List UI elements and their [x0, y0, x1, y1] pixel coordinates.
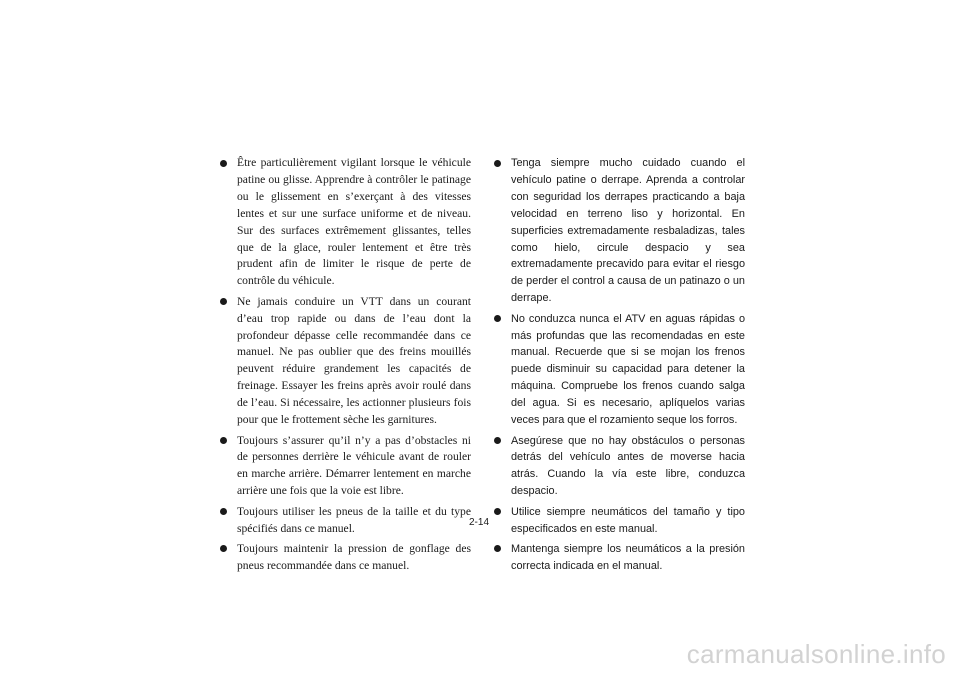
list-item: [493, 311, 745, 429]
list-item-text: Tenga siempre mucho cuidado cuando el vehículo patine o derrape. Aprenda a controlar con seguridad los derrapes practicando a baja velocidad en terreno liso y horizontal. En superficies extremadamente resbaladizas, tales como hielo, circule despacio y sea extremadamente precavido para evitar el riesgo de perder el control a causa de un patinazo o un derrape.: [511, 157, 745, 305]
bullet-icon: [220, 545, 227, 552]
list-item: [493, 155, 745, 307]
watermark: carmanualsonline.info: [686, 639, 946, 669]
list-item-text: Toujours s’assurer qu’il n’y a pas d’obstacles ni de personnes derrière le véhicule avant de rouler en marche arrière. Démarrer lentement en marche arrière une fois que la voie est libre.: [237, 433, 471, 498]
page-number: 2-14: [469, 517, 490, 528]
bullet-icon: [220, 160, 227, 167]
list-item: [493, 433, 745, 501]
list-item-text: No conduzca nunca el ATV en aguas rápidas o más profundas que las recomendadas en este manual. Recuerde que si se mojan los frenos puede disminuir su capacidad para detener la máquina. Compruebe los frenos cuando salga del agua. Si es necesario, aplíquelos varias veces para que el rozamiento seque los forros.: [511, 312, 745, 427]
list-item: [219, 294, 471, 429]
spanish-column: [493, 155, 745, 578]
list-item-text: Toujours utiliser les pneus de la taille et du type spécifiés dans ce manuel.: [237, 504, 471, 535]
bullet-icon: [494, 437, 501, 444]
list-item: [219, 504, 471, 538]
list-item: [493, 541, 745, 575]
french-column: [219, 155, 471, 578]
bullet-icon: [494, 545, 501, 552]
list-item: [219, 541, 471, 575]
list-item-text: Être particulièrement vigilant lorsque le véhicule patine ou glisse. Apprendre à contrôler le patinage ou le glissement en s’exerçant à des vitesses lentes et sur une surface uniforme et de niveau. Sur des surfaces extrêmement glissantes, telles que de la glace, rouler lentement et être très prudent afin de limiter le risque de perte de contrôle du véhicule.: [237, 156, 471, 288]
bullet-icon: [494, 508, 501, 515]
bullet-icon: [494, 315, 501, 322]
bullet-icon: [494, 160, 501, 167]
list-item-text: Ne jamais conduire un VTT dans un courant d’eau trop rapide ou dans de l’eau dont la profondeur dépasse celle recommandée dans ce manuel. Ne pas oublier que des freins mouillés peuvent réduire grandement les capacités de freinage. Essayer les freins après avoir roulé dans de l’eau. Si nécessaire, les actionner plusieurs fois pour que le frottement sèche les garnitures.: [237, 294, 471, 427]
list-item: [219, 433, 471, 501]
bullet-icon: [220, 298, 227, 305]
list-item-text: Utilice siempre neumáticos del tamaño y tipo especificados en este manual.: [511, 505, 745, 535]
bullet-icon: [220, 508, 227, 515]
list-item-text: Mantenga siempre los neumáticos a la presión correcta indicada en el manual.: [511, 542, 745, 572]
list-item-text: Toujours maintenir la pression de gonflage des pneus recommandée dans ce manuel.: [237, 541, 471, 572]
list-item: [493, 504, 745, 538]
bullet-icon: [220, 437, 227, 444]
list-item: [219, 155, 471, 290]
list-item-text: Asegúrese que no hay obstáculos o personas detrás del vehículo antes de moverse hacia atrás. Cuando la vía este libre, conduzca despacio.: [511, 434, 745, 498]
